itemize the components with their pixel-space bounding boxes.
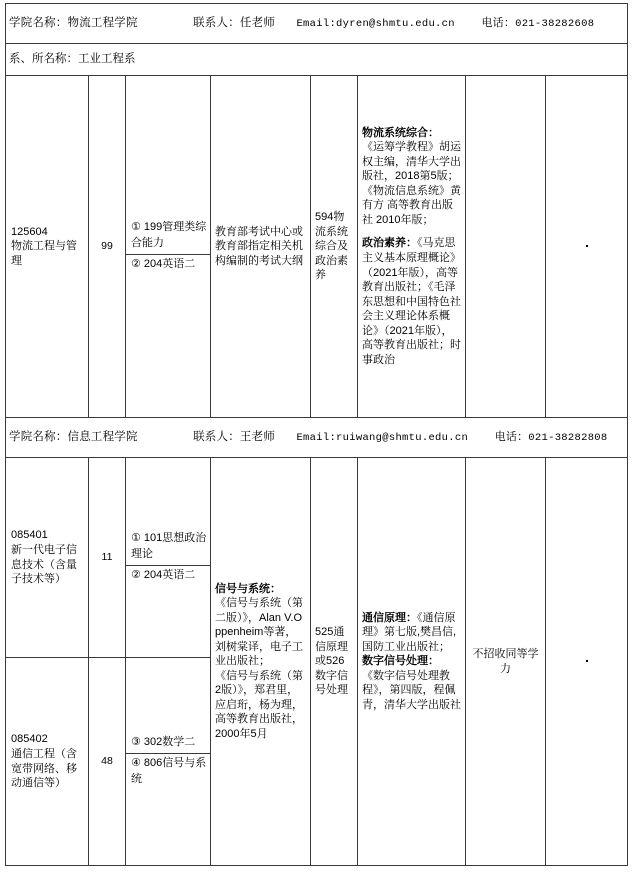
quota-cell: 11: [89, 458, 126, 658]
major-code: 125604: [11, 225, 48, 238]
phone-value: 021-38282608: [515, 17, 595, 30]
equivalent-test-cell: [466, 76, 546, 418]
major-cell: [6, 658, 89, 866]
spacer: [362, 227, 462, 236]
book-text: 《运筹学教程》胡运权主编，清华大学出版社，2018第5版；: [362, 141, 461, 183]
book-text: 《马克思主义基本原理概论》（2021年版），高等教育出版社；《毛泽东思想和中国特色社会主义理论体系概论》（2021年版），高等教育出版社；时事政治: [362, 237, 461, 366]
reference-text: 《信号与系统（第二版）》，Alan V.Oppenheim等著，刘树棠译，电子工业出版社；: [215, 597, 303, 668]
subject-split-table: [126, 733, 210, 790]
department-cell: [6, 44, 628, 76]
subject-split-table: [126, 529, 210, 586]
college-name-value: 信息工程学院: [67, 430, 138, 443]
book-heading: 数字信号处理：: [362, 655, 439, 668]
email-value: ruiwang@shmtu.edu.cn: [336, 431, 469, 444]
initial-subjects-cell: [126, 458, 211, 658]
subject-item: ② 204英语二: [131, 568, 196, 581]
book-text: 《物流信息系统》黄有方 高等教育出版社 2010年版；: [362, 184, 461, 226]
phone-label: 电话：: [494, 430, 529, 443]
quota-cell: 99: [89, 76, 126, 418]
contact-label: 联系人：: [193, 16, 240, 29]
phone-value: 021-38282808: [528, 431, 608, 444]
subject-split-table: [126, 218, 210, 275]
dot-marker: [586, 660, 588, 662]
table-row: [6, 458, 628, 658]
book-paragraph: [362, 236, 462, 367]
note-cell: [546, 458, 628, 866]
initial-subjects-cell: [126, 76, 211, 418]
contact-value: 王老师: [239, 430, 276, 443]
retest-reference-cell: [358, 458, 466, 866]
college-name-value: 物流工程学院: [67, 16, 138, 29]
contact-value: 任老师: [239, 16, 276, 29]
admissions-grid: [5, 3, 628, 866]
college-name-label: 学院名称：: [9, 430, 68, 443]
book-paragraph: [362, 611, 462, 655]
email-label: Email:: [296, 17, 337, 30]
book-text: 《通信原理》第七版,樊昌信,国防工业出版社；: [362, 611, 457, 653]
retest-subject-cell: 594物流系统综合及政治素养: [311, 76, 358, 418]
retest-subject-cell: 525通信原理或526数字信号处理: [311, 458, 358, 866]
college-header-cell: [6, 418, 628, 458]
table-row: [6, 76, 628, 418]
initial-subjects-cell: [126, 658, 211, 866]
equivalent-test-cell: 不招收同等学力: [466, 458, 546, 866]
major-cell: [6, 458, 89, 658]
department-row-logistics: [6, 44, 628, 76]
initial-reference-cell: 教育部考试中心或教育部指定相关机构编制的考试大纲: [211, 76, 311, 418]
major-name: 通信工程（含宽带网络、移动通信等）: [11, 747, 77, 790]
college-header-row-logistics: [6, 4, 628, 44]
major-name: 新一代电子信息技术（含量子技术等）: [11, 543, 77, 586]
department-value: 工业工程系: [78, 52, 136, 65]
subject-item: ① 199管理类综合能力: [126, 218, 210, 254]
book-heading: 通信原理：: [362, 611, 417, 624]
subject-item: ③ 302数学二: [126, 733, 210, 753]
department-label: 系、所名称：: [9, 52, 78, 65]
college-name-label: 学院名称：: [9, 16, 68, 29]
college-header-cell: [6, 4, 628, 44]
subject-item: ④ 806信号与系统: [131, 757, 207, 785]
major-code: 085401: [11, 529, 48, 542]
subject-item: ① 101思想政治理论: [126, 529, 210, 565]
college-header-row-information: [6, 418, 628, 458]
email-label: Email:: [296, 431, 337, 444]
major-name: 物流工程与管理: [11, 240, 77, 267]
dot-marker: [586, 245, 588, 247]
major-code: 085402: [11, 733, 48, 746]
retest-reference-cell: [358, 76, 466, 418]
reference-text: 《信号与系统（第2版）》，郑君里，应启珩，杨为理，高等教育出版社，2000年5月: [215, 669, 303, 740]
note-cell: [546, 76, 628, 418]
subject-item: ② 204英语二: [131, 257, 196, 270]
major-cell: [6, 76, 89, 418]
book-heading: 政治素养：: [362, 237, 417, 250]
quota-cell: 48: [89, 658, 126, 866]
contact-label: 联系人：: [193, 430, 240, 443]
phone-label: 电话：: [481, 16, 516, 29]
book-text: 《数字信号处理教程》，第四版，程佩青，清华大学出版社: [362, 669, 461, 711]
initial-reference-cell: [211, 458, 311, 866]
email-value: dyren@shmtu.edu.cn: [336, 17, 455, 30]
reference-heading: 信号与系统：: [215, 582, 281, 595]
book-heading: 物流系统综合：: [362, 126, 439, 139]
